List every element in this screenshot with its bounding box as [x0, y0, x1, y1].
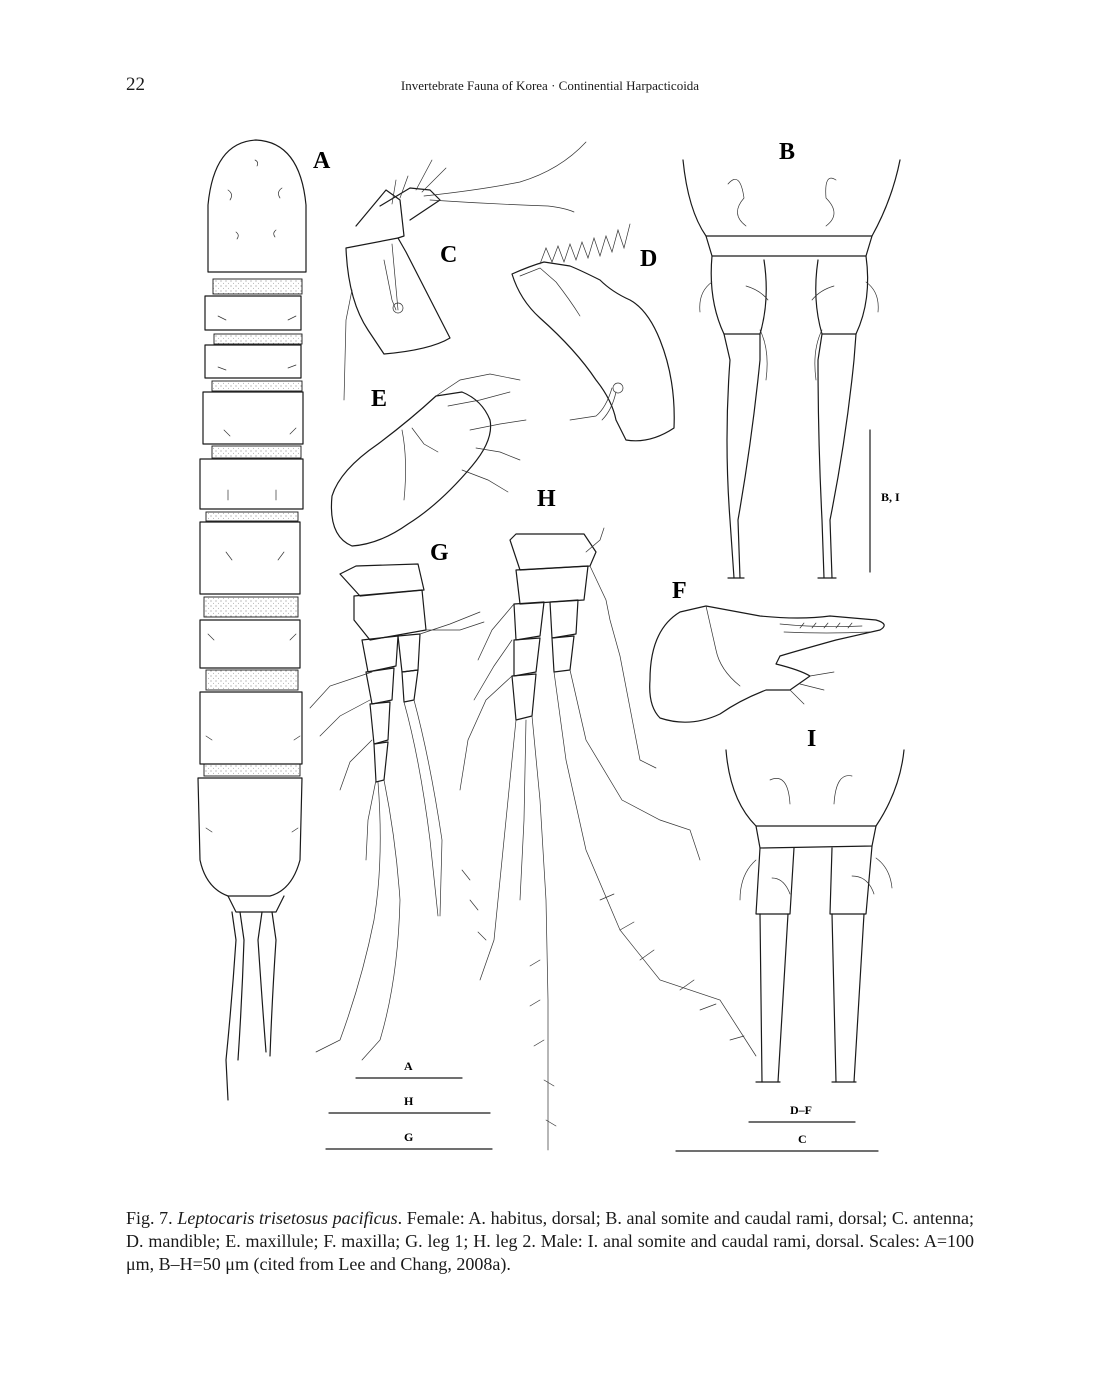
panel-h-leg2	[460, 528, 756, 1150]
figure-caption	[126, 1207, 974, 1276]
scale-label-a: A	[404, 1059, 413, 1073]
panel-label-c: C	[440, 242, 458, 268]
panel-e-maxillule	[331, 374, 526, 546]
scale-bar-a	[356, 1059, 462, 1078]
panel-label-e: E	[371, 386, 388, 412]
panel-label-h: H	[537, 486, 556, 512]
caption-fig-label: Fig. 7.	[126, 1208, 173, 1228]
panel-label-g: G	[430, 540, 449, 566]
scale-bar-df	[749, 1103, 855, 1122]
panel-a-habitus	[198, 140, 306, 1100]
scale-bar-bi	[870, 430, 900, 572]
panel-f-maxilla	[650, 606, 884, 722]
scale-label-c: C	[798, 1132, 807, 1146]
panel-b-caudal-rami	[683, 160, 900, 578]
caption-text: . Female: A. habitus, dorsal; B. anal somite and caudal rami, dorsal; C. antenna; D. mandible; E. maxillule; F. maxilla; G. leg 1; H. leg 2. Male: I. anal somite and caudal rami, dorsal. Scales: A=100 μm, B–H=50 μm (cited from Lee and Chang, 2008a).	[126, 1208, 975, 1274]
scale-bar-g	[326, 1130, 492, 1149]
scale-label-h: H	[404, 1094, 414, 1108]
panel-g-leg1	[310, 564, 484, 1060]
running-title: Invertebrate Fauna of Korea · Continential Harpacticoida	[400, 78, 700, 93]
scale-label-bi: B, I	[881, 490, 900, 504]
scale-bar-h	[329, 1094, 490, 1113]
scale-bar-c	[676, 1132, 878, 1151]
scale-label-df: D–F	[790, 1103, 812, 1117]
panel-c-antenna	[344, 142, 586, 400]
page-number: 22	[126, 74, 145, 95]
caption-species-name: Leptocaris trisetosus pacificus	[177, 1208, 398, 1228]
panel-label-b: B	[779, 139, 796, 165]
panel-label-i: I	[807, 726, 817, 752]
panel-label-f: F	[672, 578, 687, 604]
panel-label-d: D	[640, 246, 658, 272]
panel-i-caudal-rami-male	[726, 750, 904, 1082]
panel-label-a: A	[313, 148, 331, 174]
scale-label-g: G	[404, 1130, 414, 1144]
